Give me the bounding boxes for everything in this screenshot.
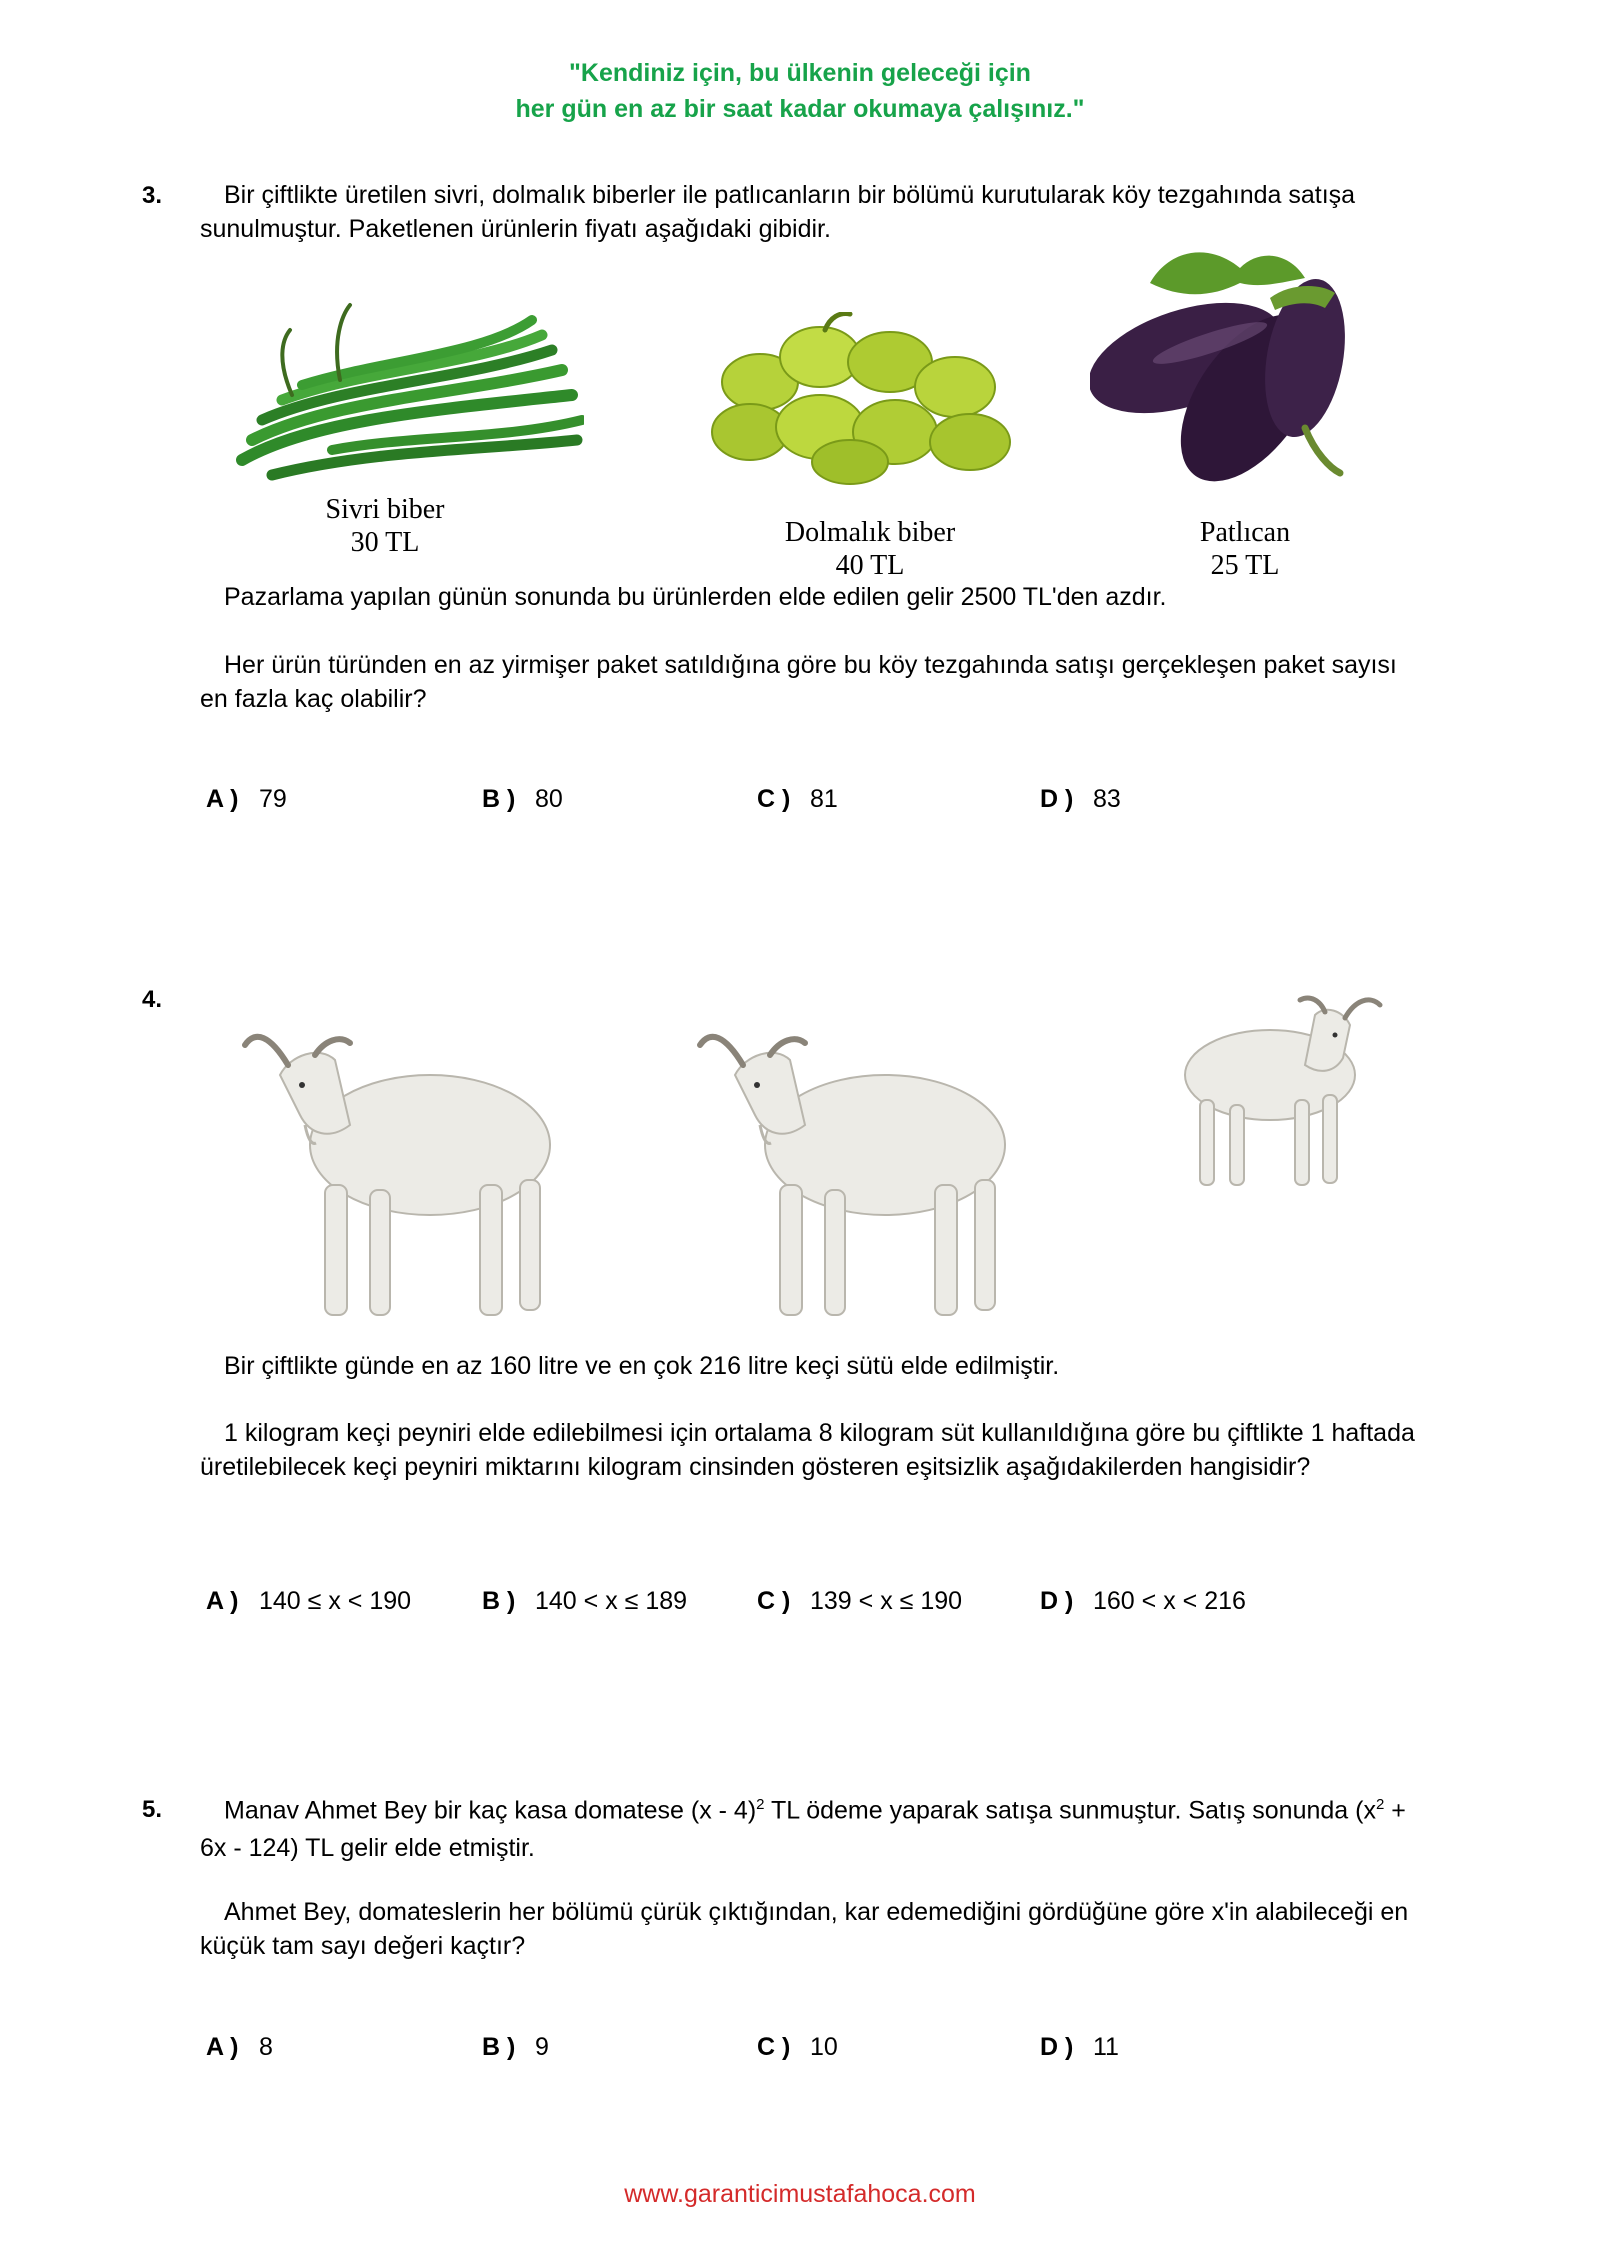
product-2-price: 40 TL	[835, 550, 905, 581]
product-3-name: Patlıcan	[1199, 517, 1291, 548]
product-1-price: 30 TL	[350, 527, 420, 558]
product-1-caption	[290, 493, 480, 559]
goat-image	[1175, 990, 1400, 1195]
goat-image	[685, 1015, 1025, 1335]
question-4-choice-d[interactable]: D ) 160 < x < 216	[1040, 1587, 1246, 1615]
product-2-caption	[760, 516, 980, 582]
motto-line-1: "Kendiniz için, bu ülkenin geleceği için	[569, 59, 1031, 87]
goat-image	[230, 1015, 570, 1335]
question-3-paragraph-2: Her ürün türünden en az yirmişer paket satıldığına göre bu köy tezgahında satışı gerçekleşen paket sayısı en fazla kaç olabilir?	[200, 651, 1397, 713]
motto-line-2: her gün en az bir saat kadar okumaya çalışınız."	[515, 95, 1085, 123]
eggplant-image	[1090, 238, 1370, 503]
question-5-choice-a[interactable]: A ) 8	[206, 2033, 273, 2061]
question-5-number: 5.	[142, 1796, 163, 1823]
question-4-paragraph-2: 1 kilogram keçi peyniri elde edilebilmesi için ortalama 8 kilogram süt kullanıldığına göre bu çiftlikte 1 haftada üretilebilecek keçi peyniri miktarını kilogram cinsinden gösteren eşitsizlik aşağıdakilerden hangisidir?	[200, 1419, 1415, 1481]
footer-website-link[interactable]: www.garanticimustafahoca.com	[624, 2180, 976, 2208]
bell-pepper-image	[710, 312, 1020, 487]
question-5-choice-c[interactable]: C ) 10	[757, 2033, 838, 2061]
question-5-choice-b[interactable]: B ) 9	[482, 2033, 549, 2061]
product-3-price: 25 TL	[1210, 550, 1280, 581]
question-3-choice-b[interactable]: B ) 80	[482, 785, 563, 813]
question-3-choice-c[interactable]: C ) 81	[757, 785, 838, 813]
green-chili-pepper-image	[232, 300, 584, 490]
question-3-choice-d[interactable]: D ) 83	[1040, 785, 1121, 813]
question-3-choice-a[interactable]: A ) 79	[206, 785, 287, 813]
question-4-choice-c[interactable]: C ) 139 < x ≤ 190	[757, 1587, 963, 1615]
question-4-number: 4.	[142, 986, 163, 1013]
header-motto	[0, 55, 1600, 127]
question-5-choice-d[interactable]: D ) 11	[1040, 2033, 1119, 2061]
question-3-intro: Bir çiftlikte üretilen sivri, dolmalık biberler ile patlıcanların bir bölümü kurutularak köy tezgahında satışa sunulmuştur. Paketlenen ürünlerin fiyatı aşağıdaki gibidir.	[200, 181, 1356, 243]
question-4-choice-b[interactable]: B ) 140 < x ≤ 189	[482, 1587, 688, 1615]
product-3-caption	[1175, 516, 1315, 582]
question-5-paragraph-1: Manav Ahmet Bey bir kaç kasa domatese (x - 4)$^2$ TL ödeme yaparak satışa sunmuştur. Satış sonunda $(x^2 + 6x - 124)$ TL gelir elde etmiştir.	[200, 1796, 1406, 1863]
question-5-paragraph-2: Ahmet Bey, domateslerin her bölümü çürük çıktığından, kar edemediğini gördüğüne göre x'in alabileceği en küçük tam sayı değeri kaçtır?	[200, 1898, 1409, 1960]
question-3-number: 3.	[142, 182, 163, 209]
question-4-paragraph-1: Bir çiftlikte günde en az 160 litre ve en çok 216 litre keçi sütü elde edilmiştir.	[224, 1352, 1060, 1380]
question-3-paragraph-1: Pazarlama yapılan günün sonunda bu ürünlerden elde edilen gelir 2500 TL'den azdır.	[224, 583, 1167, 611]
product-2-name: Dolmalık biber	[784, 517, 956, 548]
question-4-choice-a[interactable]: A ) 140 ≤ x < 190	[206, 1587, 412, 1615]
product-1-name: Sivri biber	[325, 494, 445, 525]
